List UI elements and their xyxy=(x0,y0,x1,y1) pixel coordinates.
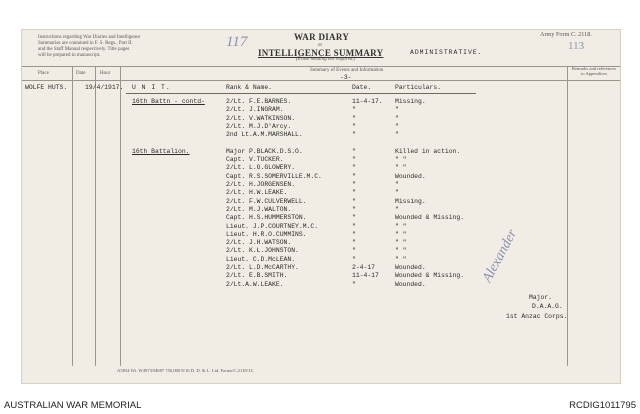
row-date: " xyxy=(352,247,356,255)
remarks-label: Remarks and references to Appendices xyxy=(571,66,617,76)
signature-title: D.A.A.G. xyxy=(532,303,563,310)
signature-unit: 1st Anzac Corps. xyxy=(506,313,568,320)
row-rank-name: Capt. V.TUCKER. xyxy=(226,156,284,164)
row-particulars: Wounded. xyxy=(395,172,426,180)
instructions-block xyxy=(38,35,140,59)
instructions-line: will be prepared in manuscript. xyxy=(38,53,101,58)
diary-page xyxy=(21,29,621,384)
row-date: 11-4-17. xyxy=(352,98,383,105)
row-particulars: Wounded. xyxy=(395,280,426,288)
row-date: " xyxy=(352,280,356,288)
entry-place: WOLFE HUTS. xyxy=(25,84,68,91)
row-rank-name: 2nd Lt.A.M.MARSHALL. xyxy=(226,131,303,139)
heading-rank-name: Rank & Name. xyxy=(226,84,273,91)
row-rank-name: 2/Lt. L.D.McCARTHY. xyxy=(226,264,299,271)
print-line: A5834 Wt. W4973/M687 750,000 8/16 D. D. & L. Ltd. Forms/C.2118/13. xyxy=(117,368,254,373)
row-rank-name: 2/Lt. F.W.CULVERWELL. xyxy=(226,197,307,205)
row-particulars: " " xyxy=(395,222,407,230)
row-particulars: " xyxy=(395,106,399,114)
heading-underline xyxy=(126,93,476,94)
instructions-line: Summaries are contained in F. S. Regs., Part II. xyxy=(38,41,133,46)
instructions-line: and the Staff Manual respectively. Title pages xyxy=(38,47,130,52)
row-date: " xyxy=(352,239,356,247)
row-unit: 16th Battalion. xyxy=(132,147,190,155)
page-title: WAR DIARY xyxy=(294,32,350,42)
footer-institution: AUSTRALIAN WAR MEMORIAL xyxy=(4,400,142,411)
row-particulars: " xyxy=(395,181,399,188)
row-rank-name: 2/Lt. H.JORGENSEN. xyxy=(226,181,296,188)
column-header-hour: Hour xyxy=(100,71,111,76)
column-divider xyxy=(72,66,73,366)
row-rank-name: 2/Lt.A.W.LEAKE. xyxy=(226,280,284,288)
heading-date: Date. xyxy=(352,84,372,91)
row-date: " xyxy=(352,205,356,213)
archive-footer xyxy=(0,393,640,414)
row-date: " xyxy=(352,156,356,164)
row-date: " xyxy=(352,214,356,222)
header-top-rule xyxy=(22,66,620,67)
row-particulars: Missing. xyxy=(395,98,426,105)
row-particulars: " " xyxy=(395,239,407,247)
row-date: " xyxy=(352,230,356,238)
row-rank-name: 2/Lt. F.E.BARNES. xyxy=(226,98,292,105)
heading-unit: U N I T. xyxy=(132,84,171,91)
row-rank-name: 2/Lt. H.W.LEAKE. xyxy=(226,189,288,197)
row-particulars: " xyxy=(395,131,399,139)
row-particulars: Wounded & Missing. xyxy=(395,272,465,280)
row-date: " xyxy=(352,255,356,263)
row-rank-name: 2/Lt. L.G.GLOWERY. xyxy=(226,164,296,172)
row-date: " xyxy=(352,181,356,188)
row-particulars: Missing. xyxy=(395,197,426,205)
column-header-summary: Summary of Events and Information xyxy=(310,68,384,73)
column-divider xyxy=(120,66,121,366)
row-rank-name: Lieut. H.R.O.CUMMINS. xyxy=(226,230,307,238)
row-date: " xyxy=(352,222,356,230)
row-date: " xyxy=(352,147,356,155)
row-date: 2-4-17 xyxy=(352,264,376,271)
page-stamp: 113 xyxy=(568,40,585,52)
entry-date: 19/4/1917. xyxy=(85,84,124,91)
row-rank-name: Major P.BLACK.D.S.O. xyxy=(226,147,303,155)
row-particulars: Wounded. xyxy=(395,264,426,271)
page-subtitle: INTELLIGENCE SUMMARY xyxy=(258,48,384,58)
row-particulars: " xyxy=(395,122,399,130)
row-particulars: " " xyxy=(395,164,407,172)
page-marker: -3- xyxy=(340,74,352,81)
handwritten-number: 117 xyxy=(226,34,248,50)
column-divider xyxy=(95,66,96,366)
column-header-place: Place xyxy=(38,71,49,76)
header-bottom-rule xyxy=(22,80,620,81)
army-form-number: Army Form C. 2118. xyxy=(540,31,592,38)
row-rank-name: Lieut. J.P.COURTNEY.M.C. xyxy=(226,222,319,230)
row-particulars: " " xyxy=(395,156,407,164)
row-particulars: " xyxy=(395,114,399,122)
row-particulars: " " xyxy=(395,255,407,263)
row-particulars: " " xyxy=(395,247,407,255)
row-rank-name: Capt. H.S.HUMMERSTON. xyxy=(226,214,307,222)
row-date: " xyxy=(352,114,356,122)
row-date: " xyxy=(352,122,356,130)
row-date: " xyxy=(352,164,356,172)
row-date: " xyxy=(352,197,356,205)
footer-reference: RCDIG1011795 xyxy=(569,400,636,411)
row-rank-name: Capt. R.S.SOMERVILLE.M.C. xyxy=(226,172,322,180)
signature-scrawl: Alexander xyxy=(480,227,521,286)
row-particulars: " xyxy=(395,189,399,197)
row-date: " xyxy=(352,189,356,197)
row-rank-name: 2/Lt. K.L.JOHNSTON. xyxy=(226,247,299,255)
row-particulars: " xyxy=(395,205,399,213)
row-date: " xyxy=(352,131,356,139)
row-rank-name: 2/Lt. E.B.SMITH. xyxy=(226,272,288,280)
row-particulars: " " xyxy=(395,230,407,238)
subtitle-type: ADMINISTRATIVE. xyxy=(410,49,483,56)
row-particulars: Killed in action. xyxy=(395,147,461,155)
row-rank-name: 2/Lt. V.WATKINSON. xyxy=(226,114,296,122)
row-date: " xyxy=(352,172,356,180)
heading-particulars: Particulars. xyxy=(395,84,442,91)
signature-rank: Major. xyxy=(529,294,553,301)
row-unit: 16th Battn - contd- xyxy=(132,98,205,105)
row-date: " xyxy=(352,106,356,114)
row-date: 11-4-17 xyxy=(352,272,379,280)
erase-note: (Erase heading not required.) xyxy=(296,57,356,62)
instructions-line: Instructions regarding War Diaries and Intelligence xyxy=(38,35,141,40)
row-rank-name: Lieut. C.D.McLEAN. xyxy=(226,255,296,263)
row-rank-name: 2/Lt. J.INGRAM. xyxy=(226,106,284,114)
row-particulars: Wounded & Missing. xyxy=(395,214,465,222)
column-header-remarks xyxy=(570,66,618,76)
column-header-date: Date xyxy=(76,71,86,76)
column-divider xyxy=(567,66,568,366)
row-rank-name: 2/Lt. M.J.WALTON. xyxy=(226,205,292,213)
row-rank-name: 2/Lt. J.H.WATSON. xyxy=(226,239,292,247)
title-or: or xyxy=(318,43,323,48)
row-rank-name: 2/Lt. M.J.D'Arcy. xyxy=(226,122,292,130)
